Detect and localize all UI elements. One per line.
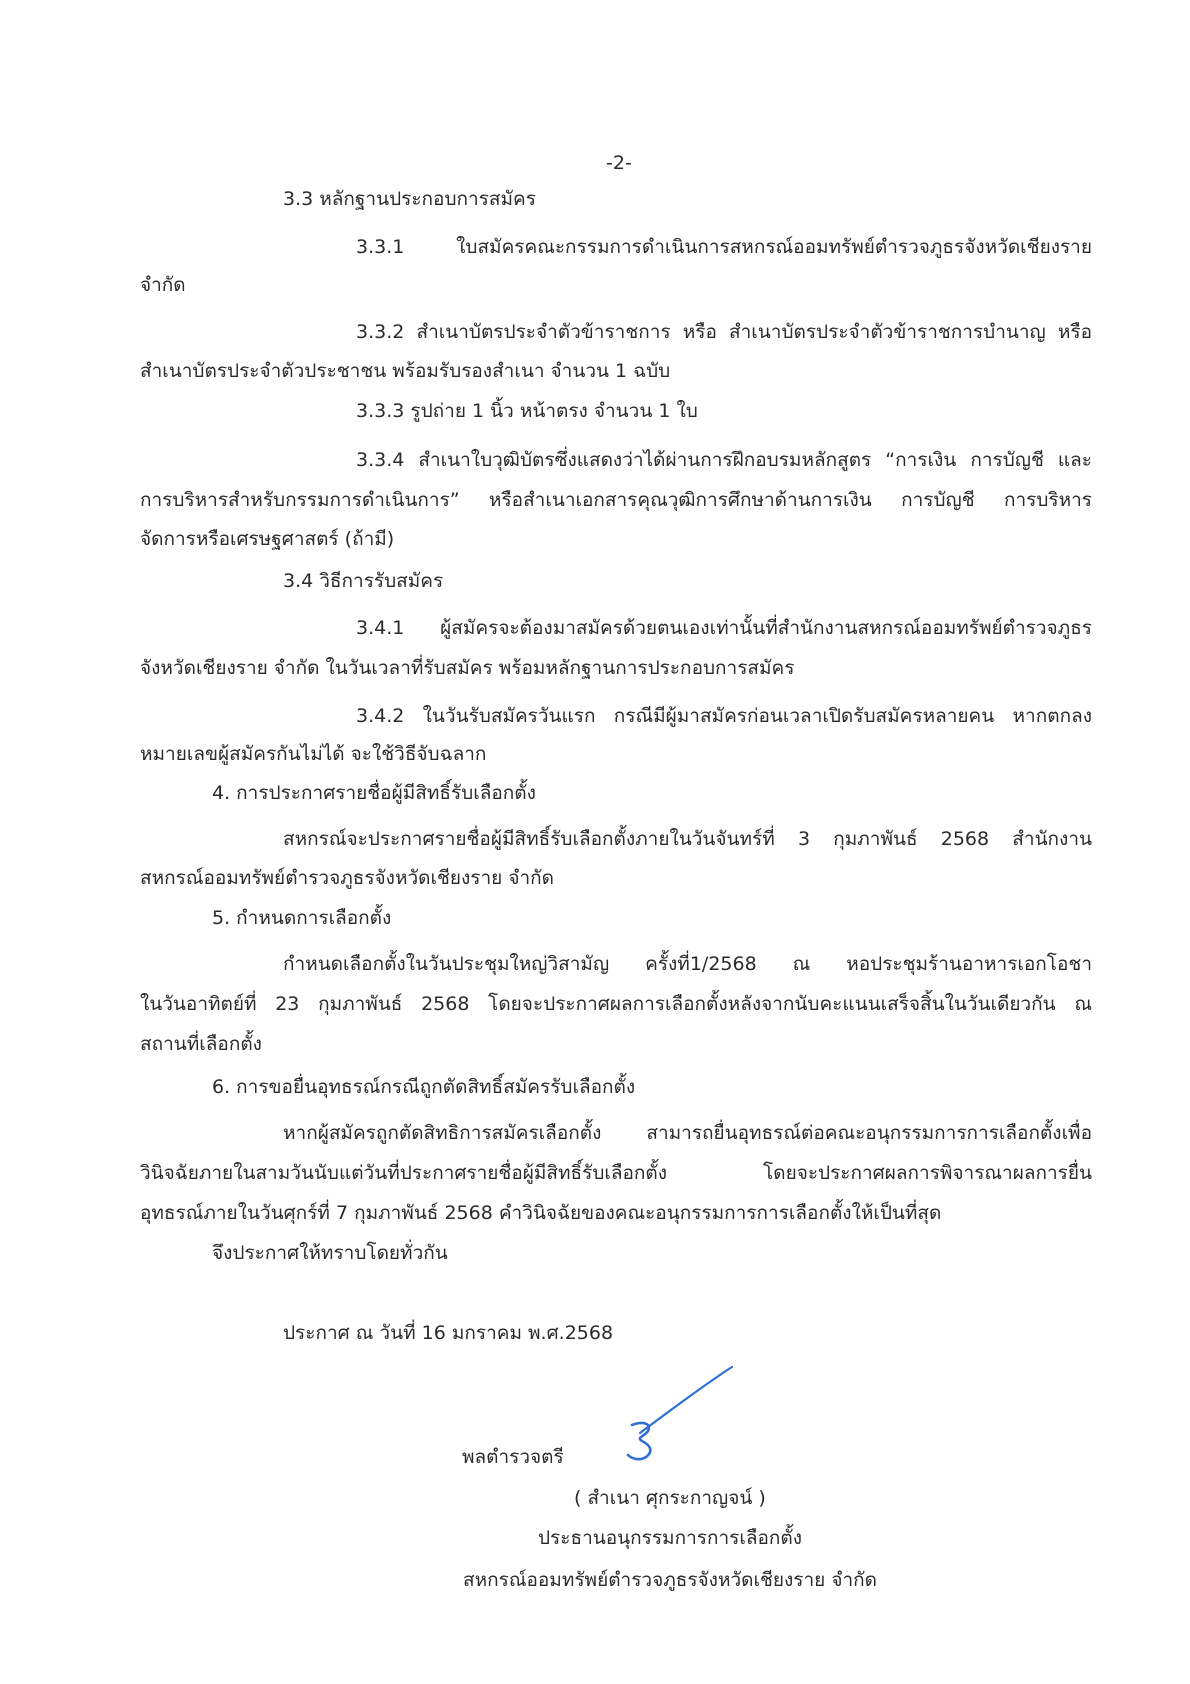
signer-position: ประธานอนุกรรมการการเลือกตั้ง bbox=[538, 1527, 802, 1549]
handwritten-signature bbox=[620, 1365, 740, 1475]
item-3-4-1-line-1: 3.4.1 ผู้สมัครจะต้องมาสมัครด้วยตนเองเท่านั้นที่สำนักงานสหกรณ์ออมทรัพย์ตำรวจภูธร bbox=[356, 617, 1092, 639]
section-5-line-2: ในวันอาทิตย์ที่ 23 กุมภาพันธ์ 2568 โดยจะประกาศผลการเลือกตั้งหลังจากนับคะแนนเสร็จสิ้นในวันเดียวกัน ณ bbox=[140, 993, 1092, 1015]
section-3-4-heading: 3.4 วิธีการรับสมัคร bbox=[283, 570, 444, 592]
item-3-3-4-line-3: จัดการหรือเศรษฐศาสตร์ (ถ้ามี) bbox=[140, 528, 395, 550]
section-3-3-heading: 3.3 หลักฐานประกอบการสมัคร bbox=[283, 188, 536, 210]
item-3-3-2-line-1: 3.3.2 สำเนาบัตรประจำตัวข้าราชการ หรือ สำเนาบัตรประจำตัวข้าราชการบำนาญ หรือ bbox=[356, 321, 1092, 343]
section-6-line-3: อุทธรณ์ภายในวันศุกร์ที่ 7 กุมภาพันธ์ 2568 คำวินิจฉัยของคณะอนุกรรมการการเลือกตั้งให้เป็นที่สุด bbox=[140, 1202, 942, 1224]
announce-date: ประกาศ ณ วันที่ 16 มกราคม พ.ศ.2568 bbox=[283, 1322, 614, 1344]
closing-statement: จึงประกาศให้ทราบโดยทั่วกัน bbox=[212, 1242, 448, 1264]
signature-stroke bbox=[640, 1367, 732, 1433]
item-3-3-1-line-2: จำกัด bbox=[140, 274, 186, 296]
section-6-line-2: วินิจฉัยภายในสามวันนับแต่วันที่ประกาศรายชื่อผู้มีสิทธิ์รับเลือกตั้ง โดยจะประกาศผลการพิจารณาผลการยื่น bbox=[140, 1162, 1092, 1184]
section-5-heading: 5. กำหนดการเลือกตั้ง bbox=[212, 907, 392, 929]
section-6-heading: 6. การขอยื่นอุทธรณ์กรณีถูกตัดสิทธิ์สมัครรับเลือกตั้ง bbox=[212, 1076, 636, 1098]
section-4-heading: 4. การประกาศรายชื่อผู้มีสิทธิ์รับเลือกตั้ง bbox=[212, 782, 536, 804]
item-3-3-3: 3.3.3 รูปถ่าย 1 นิ้ว หน้าตรง จำนวน 1 ใบ bbox=[356, 400, 698, 422]
item-3-3-4-line-1: 3.3.4 สำเนาใบวุฒิบัตรซึ่งแสดงว่าได้ผ่านการฝึกอบรมหลักสูตร “การเงิน การบัญชี และ bbox=[356, 449, 1092, 471]
item-3-3-1-line-1: 3.3.1 ใบสมัครคณะกรรมการดำเนินการสหกรณ์ออมทรัพย์ตำรวจภูธรจังหวัดเชียงราย bbox=[356, 236, 1092, 258]
page-number: -2- bbox=[606, 152, 632, 174]
item-3-3-4-line-2: การบริหารสำหรับกรรมการดำเนินการ” หรือสำเนาเอกสารคุณวุฒิการศึกษาด้านการเงิน การบัญชี การบริหาร bbox=[140, 489, 1092, 511]
signer-name: ( สำเนา ศุกระกาญจน์ ) bbox=[574, 1487, 766, 1509]
section-6-line-1: หากผู้สมัครถูกตัดสิทธิการสมัครเลือกตั้ง สามารถยื่นอุทธรณ์ต่อคณะอนุกรรมการการเลือกตั้งเพื่อ bbox=[283, 1122, 1092, 1144]
section-5-line-3: สถานที่เลือกตั้ง bbox=[140, 1033, 262, 1055]
section-4-line-2: สหกรณ์ออมทรัพย์ตำรวจภูธรจังหวัดเชียงราย จำกัด bbox=[140, 867, 554, 889]
item-3-4-2-line-2: หมายเลขผู้สมัครกันไม่ได้ จะใช้วิธีจับฉลาก bbox=[140, 743, 487, 765]
item-3-4-2-line-1: 3.4.2 ในวันรับสมัครวันแรก กรณีมีผู้มาสมัครก่อนเวลาเปิดรับสมัครหลายคน หากตกลง bbox=[356, 705, 1092, 727]
signer-rank: พลตำรวจตรี bbox=[462, 1446, 564, 1468]
section-4-line-1: สหกรณ์จะประกาศรายชื่อผู้มีสิทธิ์รับเลือกตั้งภายในวันจันทร์ที่ 3 กุมภาพันธ์ 2568 สำนักงาน bbox=[283, 828, 1092, 850]
section-5-line-1: กำหนดเลือกตั้งในวันประชุมใหญ่วิสามัญ ครั้งที่1/2568 ณ หอประชุมร้านอาหารเอกโอชา bbox=[283, 953, 1092, 975]
item-3-4-1-line-2: จังหวัดเชียงราย จำกัด ในวันเวลาที่รับสมัคร พร้อมหลักฐานการประกอบการสมัคร bbox=[140, 657, 795, 679]
signer-organization: สหกรณ์ออมทรัพย์ตำรวจภูธรจังหวัดเชียงราย จำกัด bbox=[463, 1569, 877, 1591]
item-3-3-2-line-2: สำเนาบัตรประจำตัวประชาชน พร้อมรับรองสำเนา จำนวน 1 ฉบับ bbox=[140, 360, 671, 382]
